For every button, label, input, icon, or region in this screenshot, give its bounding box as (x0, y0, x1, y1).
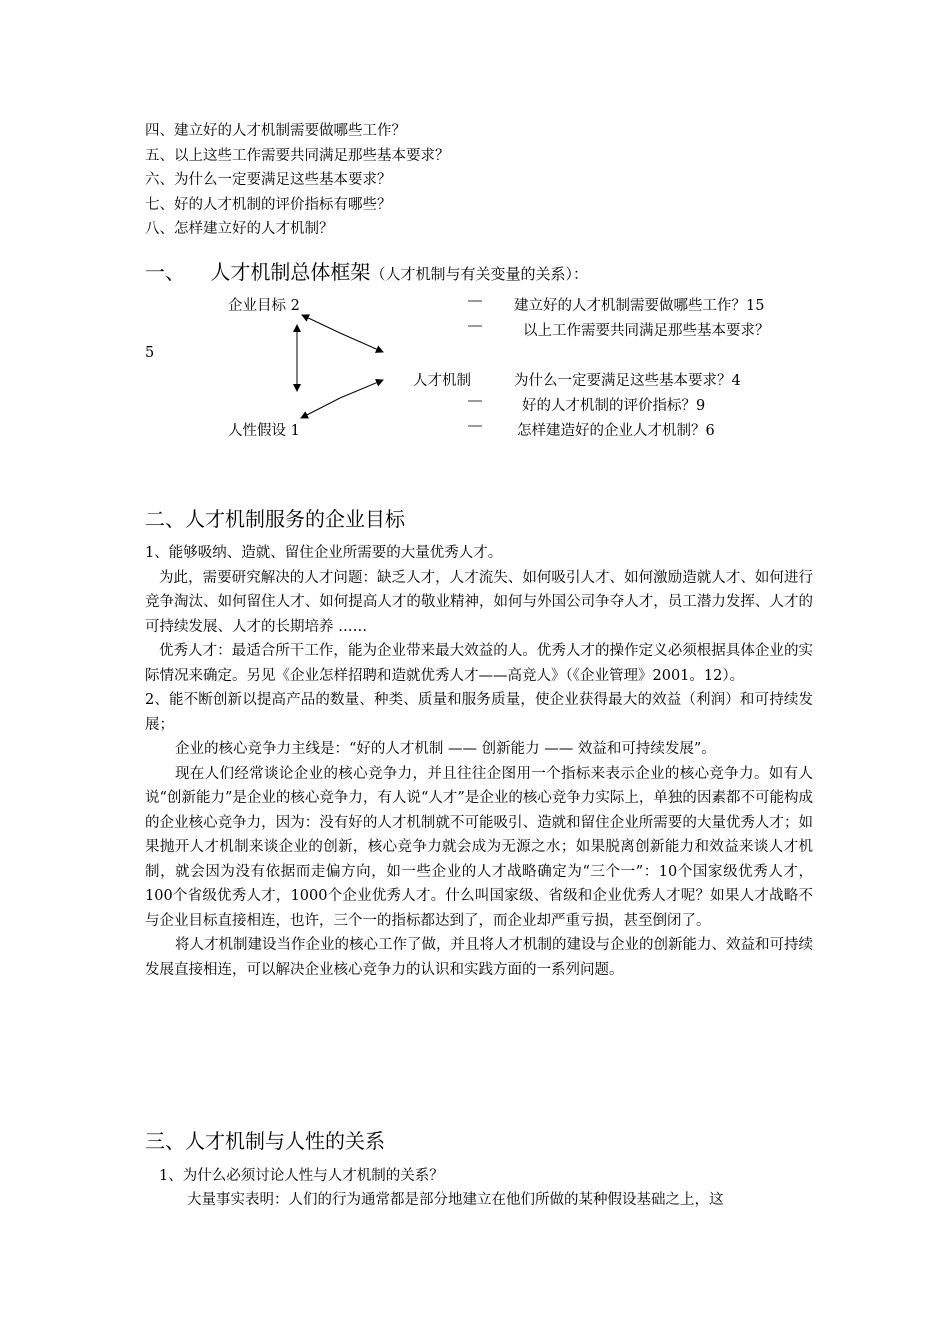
arrow-goal-mechanism-a (302, 315, 340, 333)
section2-para-7: 将人才机制建设当作企业的核心工作了做，并且将人才机制的建设与企业的创新能力、效益和可持续发展直接相连，可以解决企业核心竞争力的认识和实践方面的一系列问题。 (145, 937, 813, 978)
section2-heading: 二、人才机制服务的企业目标 (145, 507, 405, 531)
arrow-human-mechanism-a (340, 380, 383, 398)
diagram-item-3: 为什么一定要满足这些基本要求？4 (514, 373, 741, 389)
arrow-human-mechanism-b (301, 398, 340, 418)
section3-heading: 三、人才机制与人性的关系 (145, 1129, 385, 1153)
section2-para-2: 为此，需要研究解决的人才问题：缺乏人才，人才流失、如何吸引人才、如何激励造就人才、如何进行竞争淘汰、如何留住人才、如何提高人才的敬业精神，如何与外国公司争夺人才，员工潜力发挥、人才的可持续发展、人才的长期培养 …… (145, 569, 813, 635)
diagram-item-4: 好的人才机制的评价指标？9 (522, 398, 706, 414)
section1-heading-title: 一、 人才机制总体框架 (145, 260, 371, 284)
section2-para-4: 2、能不断创新以提高产品的数量、种类、质量和服务质量，使企业获得最大的效益（利润）和可持续发展； (145, 692, 813, 733)
arrow-goal-mechanism-b (340, 333, 383, 352)
diagram-item-5: 怎样建造好的企业人才机制？6 (517, 423, 715, 439)
section1-heading-note: （人才机制与有关变量的关系）： (370, 265, 588, 283)
diagram-goal-label: 企业目标 2 (228, 298, 300, 314)
question-eight: 八、怎样建立好的人才机制？ (145, 221, 334, 237)
diagram-left-number: 5 (145, 345, 155, 361)
section2-para-5: 企业的核心竞争力主线是：“好的人才机制 —— 创新能力 —— 效益和可持续发展”。 (175, 741, 716, 757)
question-six: 六、为什么一定要满足这些基本要求？ (145, 172, 392, 188)
section3-subheading: 1、为什么必须讨论人性与人才机制的关系？ (159, 1168, 444, 1184)
diagram-item-2: 以上工作需要共同满足那些基本要求？ (523, 323, 770, 339)
diagram-human-label: 人性假设 1 (228, 423, 300, 439)
question-five: 五、以上这些工作需要共同满足那些基本要求？ (145, 148, 450, 164)
section2-para-1: 1、能够吸纳、造就、留住企业所需要的大量优秀人才。 (145, 545, 503, 561)
diagram-item-1: 建立好的人才机制需要做哪些工作？15 (514, 298, 765, 314)
question-four: 四、建立好的人才机制需要做哪些工作？ (145, 123, 406, 139)
section3-text: 大量事实表明：人们的行为通常都是部分地建立在他们所做的某种假设基础之上，这 (187, 1192, 724, 1208)
section2-para-3: 优秀人才：最适合所干工作，能为企业带来最大效益的人。优秀人才的操作定义必须根据具体企业的实际情况来确定。另见《企业怎样招聘和造就优秀人才——高竞人》（《企业管理》2001。12）。 (145, 643, 813, 684)
section2-body (145, 541, 813, 982)
diagram-center-label: 人才机制 (413, 373, 471, 389)
question-seven: 七、好的人才机制的评价指标有哪些？ (145, 197, 392, 213)
section2-para-6: 现在人们经常谈论企业的核心竞争力，并且往往企图用一个指标来表示企业的核心竞争力。如有人说“创新能力”是企业的核心竞争力，有人说“人才”是企业的核心竞争力实际上，单独的因素都不可能构成的企业核心竞争力，因为：没有好的人才机制就不可能吸引、造就和留住企业所需要的大量优秀人才；如果抛开人才机制来谈企业的创新，核心竞争力就会成为无源之水；如果脱离创新能力和效益来谈人才机制，就会因为没有依据而走偏方向，如一些企业的人才战略确定为“三个一”：10个国家级优秀人才，100个省级优秀人才，1000个企业优秀人才。什么叫国家级、省级和企业优秀人才呢？如果人才战略不与企业目标直接相连，也许，三个一的指标都达到了，而企业却严重亏损，甚至倒闭了。 (145, 765, 813, 929)
